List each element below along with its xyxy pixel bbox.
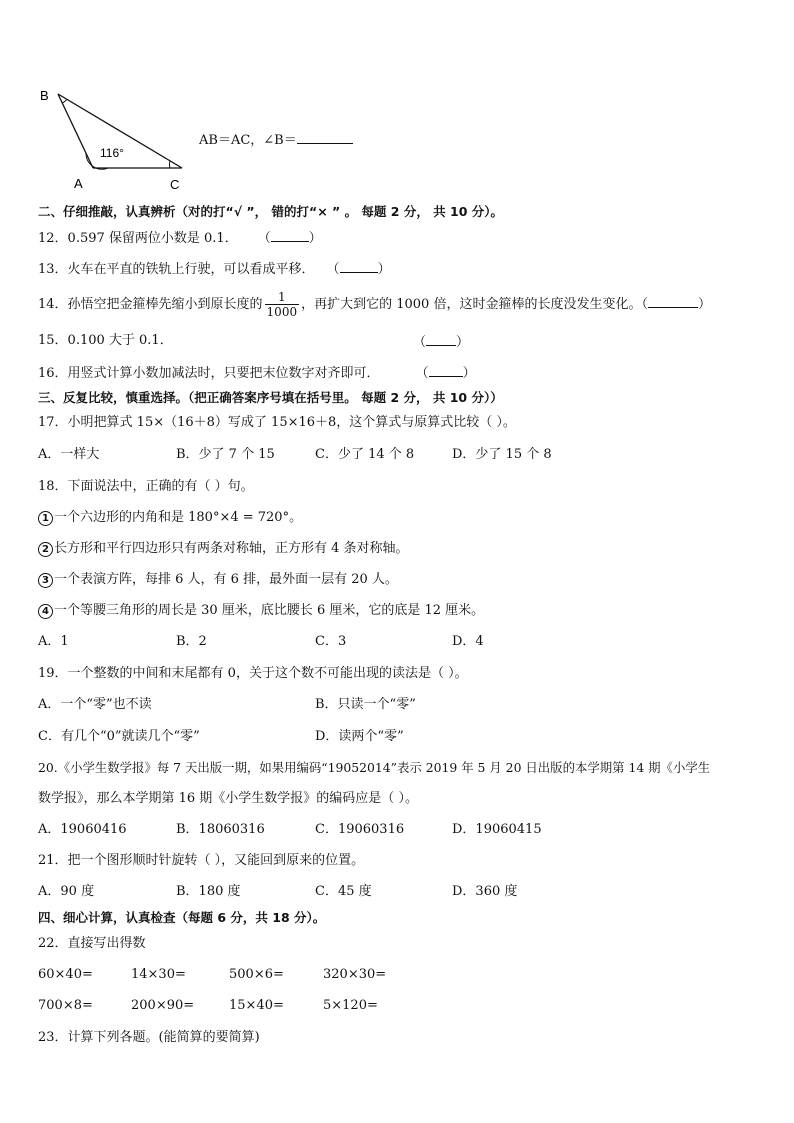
circled-number: 3 <box>38 573 53 588</box>
statement-4 <box>38 603 484 619</box>
option-a[interactable]: A．90 度 <box>38 884 95 899</box>
statement-text: 一个等腰三角形的周长是 30 厘米，底比腰长 6 厘米，它的底是 12 厘米。 <box>54 603 485 618</box>
question-12 <box>38 229 322 247</box>
option-d[interactable]: D．19060415 <box>452 822 542 837</box>
calc-item: 60×40= <box>38 967 93 982</box>
answer-blank[interactable] <box>297 131 353 144</box>
question-17-text: 17．小明把算式 15×（16＋8）写成了 15×16＋8，这个算式与原算式比较（ ）。 <box>38 415 516 430</box>
calc-item: 15×40= <box>229 998 284 1013</box>
paren-open: （ <box>641 297 648 312</box>
condition-text: AB＝AC，∠B＝ <box>199 133 297 148</box>
calc-item: 320×30= <box>323 967 387 982</box>
circled-number: 1 <box>38 511 53 526</box>
paren-open: （ <box>326 262 340 277</box>
option-d[interactable]: D．4 <box>452 634 484 649</box>
question-15 <box>38 333 470 350</box>
statement-1 <box>38 510 302 526</box>
calc-item: 500×6= <box>229 967 284 982</box>
section-3-heading: 三、反复比较，慎重选择。（把正确答案序号填在括号里。 每题 2 分， 共 10 分）） <box>38 390 503 405</box>
question-22-text: 22．直接写出得数 <box>38 936 146 951</box>
fraction <box>265 290 300 319</box>
option-c[interactable]: C．3 <box>315 634 347 649</box>
paren-open: （ <box>415 366 429 381</box>
vertex-label-b: B <box>40 88 49 103</box>
calc-item: 5×120= <box>323 998 378 1013</box>
circled-number: 4 <box>38 604 53 619</box>
question-14 <box>38 288 711 322</box>
angle-arc-c <box>169 161 170 168</box>
option-b[interactable]: B．只读一个“零” <box>315 697 416 712</box>
option-a[interactable]: A．一样大 <box>38 447 100 462</box>
option-c[interactable]: C．45 度 <box>315 884 372 899</box>
paren-close: ） <box>697 297 711 312</box>
option-c[interactable]: C．少了 14 个 8 <box>315 447 415 462</box>
paren-close: ） <box>308 231 322 246</box>
answer-blank[interactable] <box>648 295 698 308</box>
paren-close: ） <box>377 262 391 277</box>
question-14-text: 14．孙悟空把金箍棒先缩小到原长度的 <box>38 297 263 312</box>
figure-condition <box>199 131 353 149</box>
option-b[interactable]: B．18060316 <box>176 822 265 837</box>
paren-open: （ <box>413 335 427 350</box>
question-20-text: 20.《小学生数学报》每 7 天出版一期，如果用编码“19052014”表示 2019 年 5 月 20 日出版的本学期第 14 期《小学生 <box>38 760 711 775</box>
vertex-label-c: C <box>170 177 180 192</box>
statement-text: 一个六边形的内角和是 180°×4 = 720°。 <box>54 510 303 525</box>
angle-label: 116° <box>100 146 124 160</box>
circled-number: 2 <box>38 542 53 557</box>
fraction-numerator: 1 <box>265 290 300 305</box>
option-d[interactable]: D．读两个“零” <box>315 729 404 744</box>
paren-close: ） <box>456 335 470 350</box>
calc-item: 200×90= <box>131 998 195 1013</box>
option-a[interactable]: A．1 <box>38 634 69 649</box>
question-20-text-cont: 数学报》，那么本学期第 16 期《小学生数学报》的编码应是（ ）。 <box>38 791 418 806</box>
statement-text: 长方形和平行四边形只有两条对称轴，正方形有 4 条对称轴。 <box>54 541 409 556</box>
question-21-text: 21．把一个图形顺时针旋转（ ），又能回到原来的位置。 <box>38 853 365 868</box>
answer-blank[interactable] <box>340 260 378 273</box>
option-c[interactable]: C．19060316 <box>315 822 405 837</box>
paren-open: （ <box>257 231 271 246</box>
question-18-text: 18．下面说法中，正确的有（ ）句。 <box>38 479 254 494</box>
answer-blank[interactable] <box>426 333 456 346</box>
statement-2 <box>38 541 409 557</box>
option-a[interactable]: A．一个“零”也不读 <box>38 697 152 712</box>
question-19-text: 19．一个整数的中间和末尾都有 0，关于这个数不可能出现的读法是（ ）。 <box>38 666 468 681</box>
paren-close: ） <box>462 366 476 381</box>
option-d[interactable]: D．360 度 <box>452 884 518 899</box>
option-b[interactable]: B．2 <box>176 634 207 649</box>
vertex-label-a: A <box>74 176 83 191</box>
question-13-text: 13．火车在平直的铁轨上行驶，可以看成平移． <box>38 262 315 277</box>
statement-3 <box>38 572 398 588</box>
question-23-text: 23．计算下列各题。(能简算的要简算) <box>38 1030 260 1045</box>
question-15-text: 15．0.100 大于 0.1． <box>38 333 173 348</box>
option-a[interactable]: A．19060416 <box>38 822 127 837</box>
question-16-text: 16．用竖式计算小数加减法时，只要把末位数字对齐即可． <box>38 366 380 381</box>
option-b[interactable]: B．180 度 <box>176 884 241 899</box>
section-4-heading: 四、细心计算，认真检查（每题 6 分，共 18 分）。 <box>38 910 326 925</box>
calc-item: 14×30= <box>131 967 186 982</box>
question-12-text: 12．0.597 保留两位小数是 0.1． <box>38 231 238 246</box>
fraction-denominator: 1000 <box>266 305 298 319</box>
question-16 <box>38 364 476 382</box>
answer-blank[interactable] <box>271 229 309 242</box>
question-13 <box>38 260 391 278</box>
question-14-text-cont: ，再扩大到它的 1000 倍，这时金箍棒的长度没发生变化。 <box>301 297 642 312</box>
option-b[interactable]: B．少了 7 个 15 <box>176 447 275 462</box>
angle-arc-b <box>62 99 67 103</box>
section-2-heading: 二、仔细推敲，认真辨析（对的打“√ ”， 错的打“× ” 。 每题 2 分， 共 10 分）。 <box>38 204 504 219</box>
option-d[interactable]: D．少了 15 个 8 <box>452 447 552 462</box>
statement-text: 一个表演方阵，每排 6 人，有 6 排，最外面一层有 20 人。 <box>54 572 398 587</box>
option-c[interactable]: C．有几个“0”就读几个“零” <box>38 729 200 744</box>
calc-item: 700×8= <box>38 998 93 1013</box>
answer-blank[interactable] <box>429 364 463 377</box>
